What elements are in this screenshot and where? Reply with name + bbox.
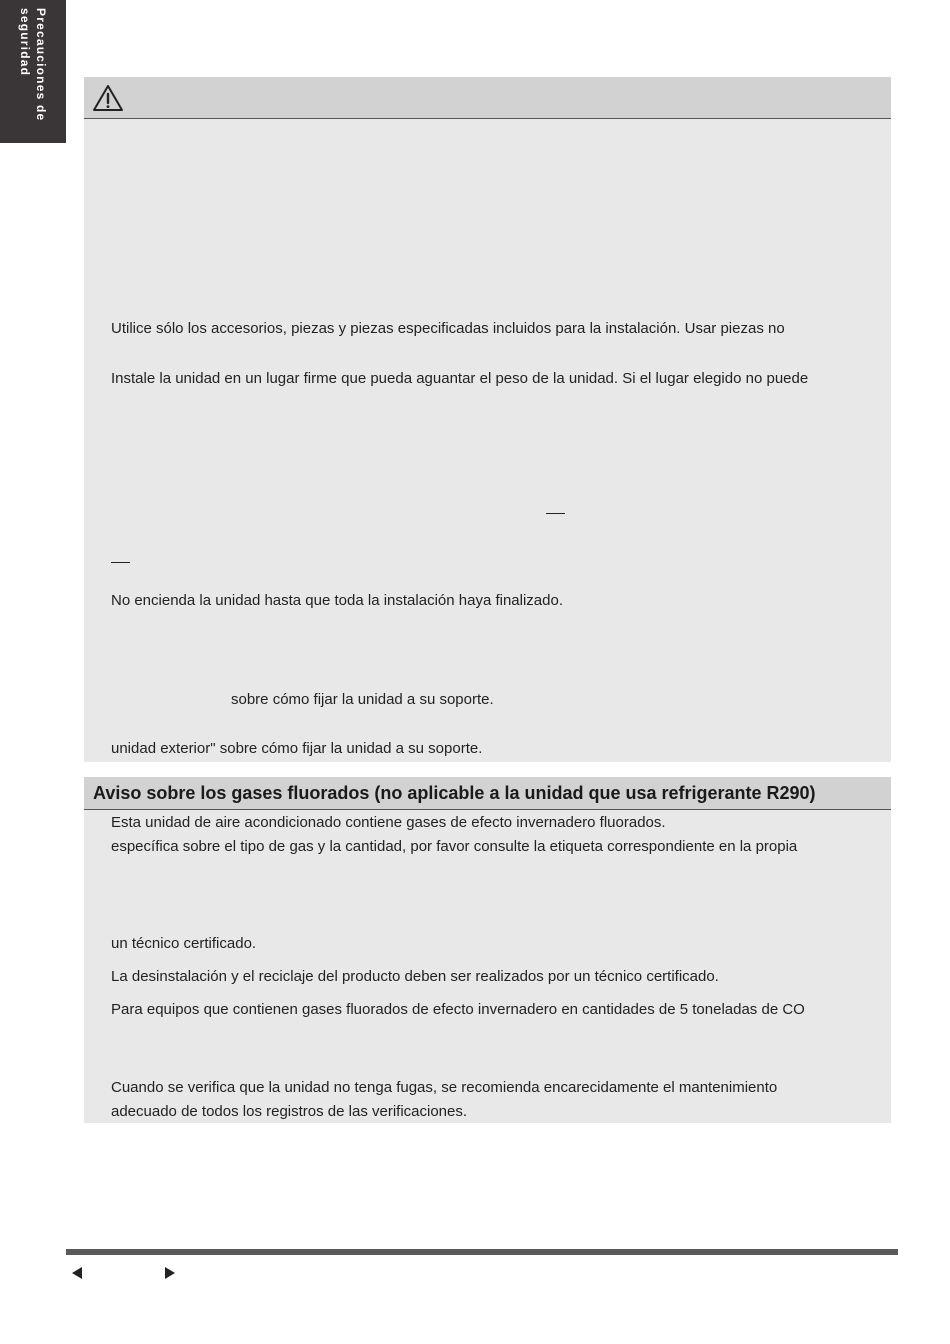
gas-line-recycling: La desinstalación y el reciclaje del producto deben ser realizados por un técnico certificado. [111, 968, 719, 985]
gas-line-leak-check: Cuando se verifica que la unidad no tenga fugas, se recomienda encarecidamente el mantenimiento [111, 1079, 778, 1096]
warning-line-fix-outdoor-unit: unidad exterior" sobre cómo fijar la unidad a su soporte. [111, 740, 483, 757]
gas-line-specific-info: específica sobre el tipo de gas y la cantidad, por favor consulte la etiqueta correspondiente en la propia [111, 838, 798, 855]
warning-panel [84, 77, 891, 762]
gas-line-records: adecuado de todos los registros de las verificaciones. [111, 1103, 468, 1120]
footer-bar [66, 1249, 898, 1255]
gas-panel-title: Aviso sobre los gases fluorados (no aplicable a la unidad que usa refrigerante R290) [93, 783, 816, 803]
warning-line-firm-location: Instale la unidad en un lugar firme que pueda aguantar el peso de la unidad. Si el lugar elegido no puede [111, 370, 809, 387]
warning-triangle-icon [91, 83, 125, 113]
arrow-left-icon[interactable] [70, 1266, 84, 1280]
side-tab [0, 0, 66, 143]
fluorinated-gas-panel [84, 777, 891, 1123]
warning-line-fix-unit: sobre cómo fijar la unidad a su soporte. [231, 691, 494, 708]
gas-panel-header [84, 777, 891, 810]
arrow-right-icon[interactable] [163, 1266, 177, 1280]
dash-mark [546, 513, 565, 514]
gas-line-co2-equipment: Para equipos que contienen gases fluorados de efecto invernadero en cantidades de 5 toneladas de CO [111, 1001, 805, 1018]
gas-line-technician: un técnico certificado. [111, 935, 257, 952]
gas-line-contains: Esta unidad de aire acondicionado contiene gases de efecto invernadero fluorados. [111, 814, 666, 831]
warning-line-accessories: Utilice sólo los accesorios, piezas y piezas especificadas incluidos para la instalación. Usar piezas no [111, 320, 785, 337]
side-tab-label: Precauciones de seguridad [18, 8, 48, 122]
dash-mark [111, 562, 130, 563]
warning-panel-header [84, 77, 891, 119]
warning-line-power-on: No encienda la unidad hasta que toda la instalación haya finalizado. [111, 592, 563, 609]
